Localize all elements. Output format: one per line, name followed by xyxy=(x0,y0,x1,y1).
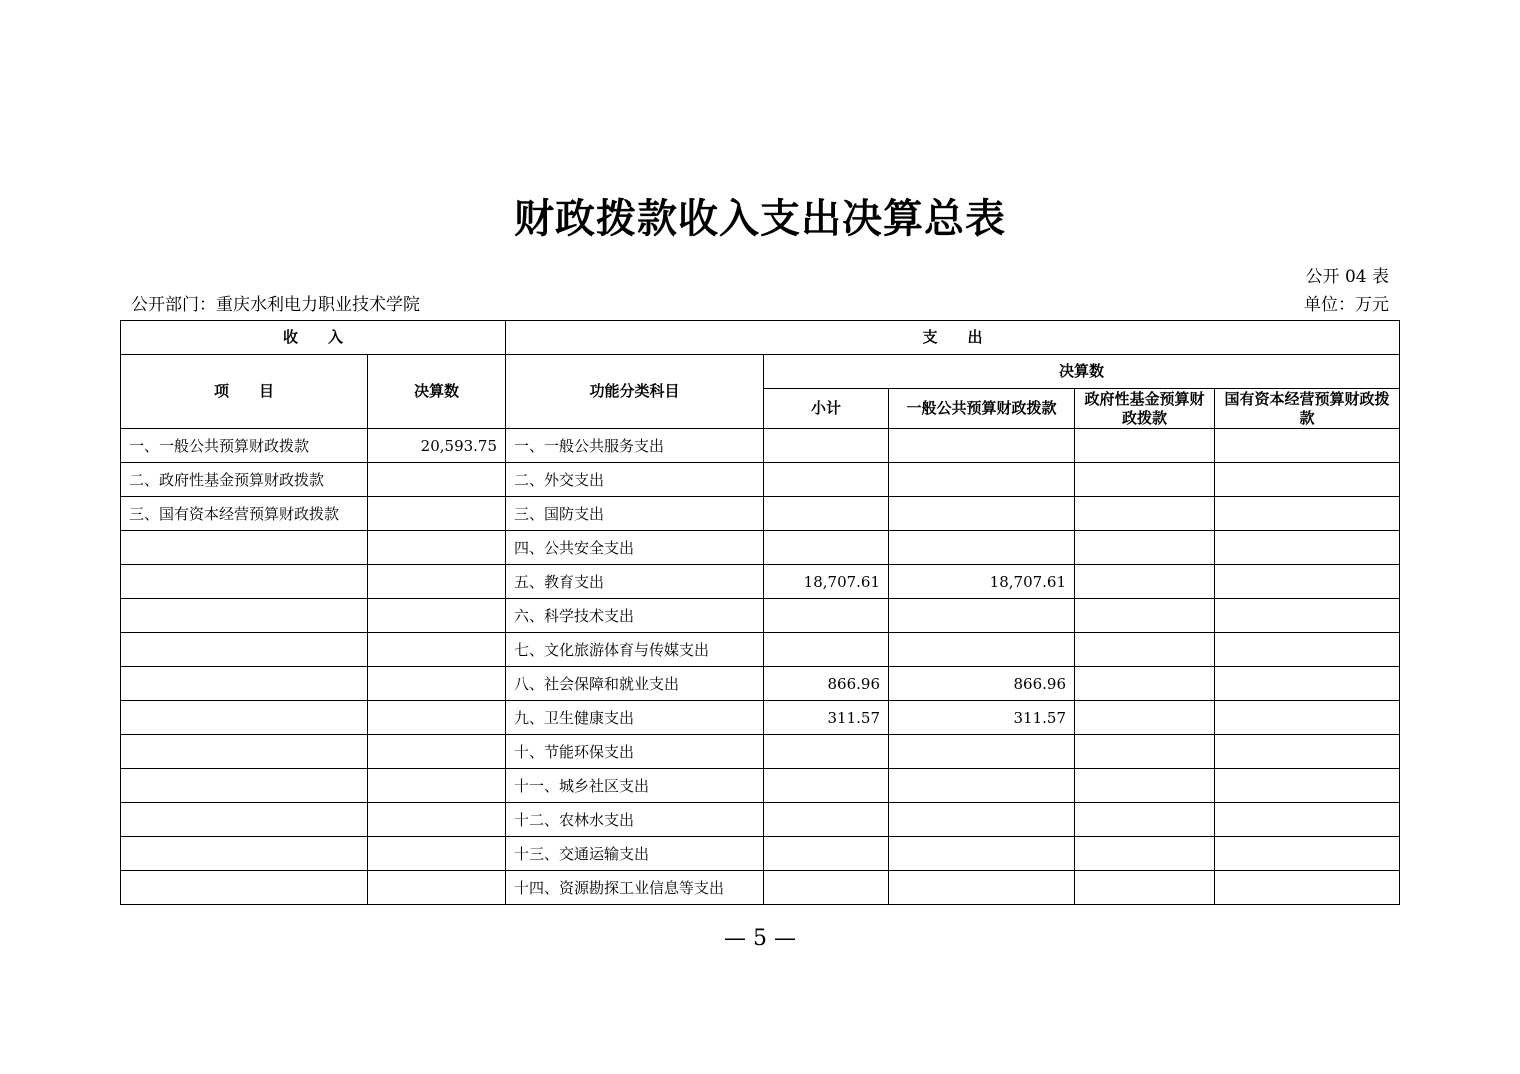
state-capital-cell xyxy=(1215,633,1400,667)
state-capital-cell xyxy=(1215,769,1400,803)
general-budget-cell: 18,707.61 xyxy=(889,565,1075,599)
income-amount-cell: 20,593.75 xyxy=(368,429,506,463)
income-item-cell xyxy=(121,803,368,837)
table-row xyxy=(121,531,1400,565)
state-capital-cell xyxy=(1215,803,1400,837)
income-amount-cell xyxy=(368,871,506,905)
table-row xyxy=(121,633,1400,667)
gov-fund-cell xyxy=(1075,463,1215,497)
general-budget-cell xyxy=(889,531,1075,565)
table-row xyxy=(121,599,1400,633)
expense-item-cell: 三、国防支出 xyxy=(506,497,764,531)
subtotal-cell xyxy=(764,531,889,565)
subtotal-cell xyxy=(764,803,889,837)
form-number: 公开 04 表 xyxy=(1305,267,1389,287)
income-item-cell: 三、国有资本经营预算财政拨款 xyxy=(121,497,368,531)
expense-item-cell: 十一、城乡社区支出 xyxy=(506,769,764,803)
expense-item-cell: 六、科学技术支出 xyxy=(506,599,764,633)
income-item-cell: 二、政府性基金预算财政拨款 xyxy=(121,463,368,497)
income-amount-cell xyxy=(368,769,506,803)
state-capital-cell xyxy=(1215,871,1400,905)
general-budget-cell xyxy=(889,599,1075,633)
general-budget-cell: 311.57 xyxy=(889,701,1075,735)
final-amount-header: 决算数 xyxy=(764,355,1400,389)
gov-fund-cell xyxy=(1075,497,1215,531)
gov-fund-cell xyxy=(1075,769,1215,803)
expense-item-cell: 四、公共安全支出 xyxy=(506,531,764,565)
expense-item-cell: 十二、农林水支出 xyxy=(506,803,764,837)
state-capital-cell xyxy=(1215,429,1400,463)
income-item-cell xyxy=(121,871,368,905)
income-item-cell xyxy=(121,837,368,871)
subtotal-cell xyxy=(764,429,889,463)
expense-item-cell: 五、教育支出 xyxy=(506,565,764,599)
general-budget-cell xyxy=(889,463,1075,497)
income-amount-cell xyxy=(368,735,506,769)
table-row xyxy=(121,565,1400,599)
state-capital-cell xyxy=(1215,701,1400,735)
table-row xyxy=(121,837,1400,871)
income-amount-cell xyxy=(368,667,506,701)
subtotal-cell xyxy=(764,871,889,905)
subtotal-cell xyxy=(764,837,889,871)
income-amount-cell xyxy=(368,837,506,871)
gov-fund-cell xyxy=(1075,667,1215,701)
general-budget-cell xyxy=(889,871,1075,905)
gov-fund-cell xyxy=(1075,735,1215,769)
income-amount-header: 决算数 xyxy=(368,355,506,429)
income-item-cell xyxy=(121,565,368,599)
expense-item-cell: 九、卫生健康支出 xyxy=(506,701,764,735)
subtotal-cell xyxy=(764,633,889,667)
page-number: — 5 — xyxy=(724,926,796,951)
expense-item-cell: 十三、交通运输支出 xyxy=(506,837,764,871)
subtotal-cell xyxy=(764,599,889,633)
general-budget-cell xyxy=(889,769,1075,803)
income-item-cell: 一、一般公共预算财政拨款 xyxy=(121,429,368,463)
income-amount-cell xyxy=(368,599,506,633)
income-item-cell xyxy=(121,599,368,633)
income-amount-cell xyxy=(368,565,506,599)
table-row xyxy=(121,701,1400,735)
state-capital-cell xyxy=(1215,667,1400,701)
func-category-header: 功能分类科目 xyxy=(506,355,764,429)
general-budget-cell xyxy=(889,837,1075,871)
gov-fund-cell xyxy=(1075,837,1215,871)
gov-fund-cell xyxy=(1075,599,1215,633)
expense-section-header: 支 出 xyxy=(506,321,1400,355)
expense-item-cell: 十四、资源勘探工业信息等支出 xyxy=(506,871,764,905)
state-capital-cell xyxy=(1215,497,1400,531)
gov-fund-cell xyxy=(1075,871,1215,905)
income-amount-cell xyxy=(368,701,506,735)
general-budget-cell xyxy=(889,497,1075,531)
income-amount-cell xyxy=(368,463,506,497)
state-capital-cell xyxy=(1215,463,1400,497)
general-budget-cell xyxy=(889,803,1075,837)
income-item-cell xyxy=(121,735,368,769)
income-amount-cell xyxy=(368,531,506,565)
gov-fund-cell xyxy=(1075,531,1215,565)
gov-fund-cell xyxy=(1075,633,1215,667)
expense-item-cell: 八、社会保障和就业支出 xyxy=(506,667,764,701)
gov-fund-cell xyxy=(1075,803,1215,837)
item-header: 项 目 xyxy=(121,355,368,429)
income-item-cell xyxy=(121,701,368,735)
state-capital-cell xyxy=(1215,531,1400,565)
page-title: 财政拨款收入支出决算总表 xyxy=(514,195,1006,242)
state-capital-cell xyxy=(1215,599,1400,633)
gov-fund-cell xyxy=(1075,429,1215,463)
state-capital-cell xyxy=(1215,837,1400,871)
income-item-cell xyxy=(121,531,368,565)
subtotal-header: 小计 xyxy=(764,389,889,429)
department-label: 公开部门：重庆水利电力职业技术学院 xyxy=(131,295,420,315)
general-budget-cell xyxy=(889,633,1075,667)
budget-table xyxy=(120,320,1400,905)
general-budget-cell xyxy=(889,735,1075,769)
income-amount-cell xyxy=(368,633,506,667)
expense-item-cell: 七、文化旅游体育与传媒支出 xyxy=(506,633,764,667)
general-budget-header: 一般公共预算财政拨款 xyxy=(889,389,1075,429)
subtotal-cell: 18,707.61 xyxy=(764,565,889,599)
subtotal-cell xyxy=(764,769,889,803)
table-row xyxy=(121,735,1400,769)
gov-fund-header: 政府性基金预算财政拨款 xyxy=(1075,389,1215,429)
table-row xyxy=(121,871,1400,905)
income-amount-cell xyxy=(368,497,506,531)
unit-label: 单位：万元 xyxy=(1304,295,1389,315)
income-amount-cell xyxy=(368,803,506,837)
state-capital-header: 国有资本经营预算财政拨款 xyxy=(1215,389,1400,429)
subtotal-cell xyxy=(764,497,889,531)
table-row xyxy=(121,497,1400,531)
subtotal-cell xyxy=(764,463,889,497)
subtotal-cell xyxy=(764,735,889,769)
table-row xyxy=(121,667,1400,701)
income-item-cell xyxy=(121,667,368,701)
subtotal-cell: 866.96 xyxy=(764,667,889,701)
expense-item-cell: 十、节能环保支出 xyxy=(506,735,764,769)
general-budget-cell xyxy=(889,429,1075,463)
gov-fund-cell xyxy=(1075,565,1215,599)
table-row xyxy=(121,429,1400,463)
income-item-cell xyxy=(121,633,368,667)
general-budget-cell: 866.96 xyxy=(889,667,1075,701)
table-row xyxy=(121,463,1400,497)
gov-fund-cell xyxy=(1075,701,1215,735)
expense-item-cell: 二、外交支出 xyxy=(506,463,764,497)
subtotal-cell: 311.57 xyxy=(764,701,889,735)
expense-item-cell: 一、一般公共服务支出 xyxy=(506,429,764,463)
state-capital-cell xyxy=(1215,565,1400,599)
table-row xyxy=(121,803,1400,837)
income-section-header: 收 入 xyxy=(121,321,506,355)
income-item-cell xyxy=(121,769,368,803)
table-row xyxy=(121,769,1400,803)
state-capital-cell xyxy=(1215,735,1400,769)
